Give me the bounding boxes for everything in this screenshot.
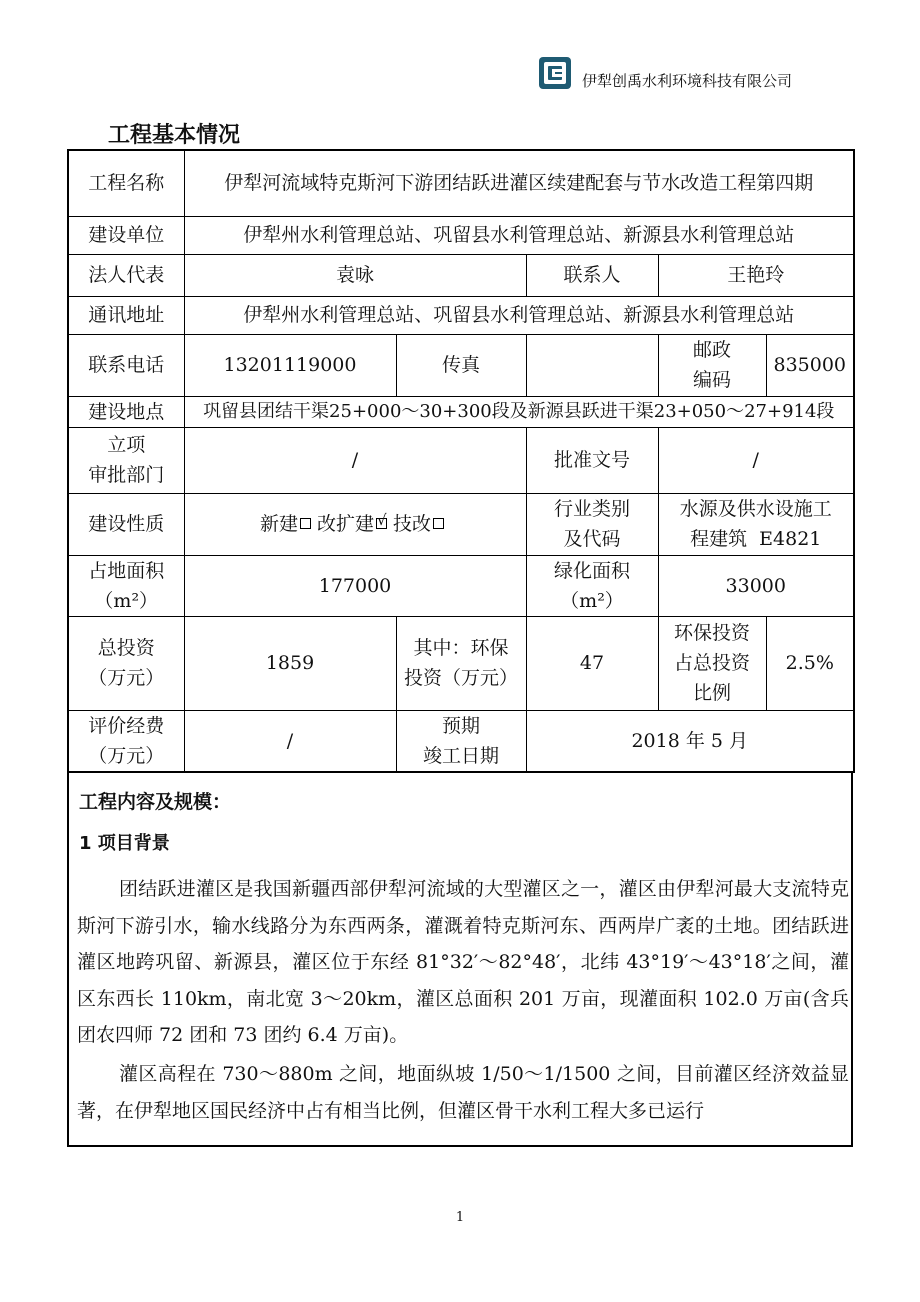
phone-value: 13201119000 bbox=[184, 334, 396, 396]
project-name-value: 伊犁河流域特克斯河下游团结跃进灌区续建配套与节水改造工程第四期 bbox=[184, 150, 854, 216]
postcode-value: 835000 bbox=[766, 334, 854, 396]
nature-new-label: 新建 bbox=[259, 513, 298, 535]
location-value: 巩留县团结干渠25+000～30+300段及新源县跃进干渠23+050～27+914段 bbox=[184, 396, 854, 427]
invest-label-line1: 总投资 bbox=[97, 637, 155, 659]
legal-rep-label: 法人代表 bbox=[68, 254, 184, 296]
address-label: 通讯地址 bbox=[68, 296, 184, 334]
row-location bbox=[68, 396, 854, 427]
completion-value: 2018 年 5 月 bbox=[526, 710, 854, 772]
invest-label-line2: （万元） bbox=[88, 667, 165, 689]
nature-tech-checkbox[interactable] bbox=[433, 518, 444, 529]
green-label-line2: （m²） bbox=[560, 589, 624, 612]
row-eval-fee bbox=[68, 710, 854, 772]
location-label: 建设地点 bbox=[68, 396, 184, 427]
section-heading: 1 项目背景 bbox=[79, 833, 170, 854]
contact-label: 联系人 bbox=[526, 254, 658, 296]
nature-tech-label: 技改 bbox=[393, 513, 432, 535]
page-title: 工程基本情况 bbox=[108, 123, 241, 148]
row-builder bbox=[68, 216, 854, 254]
eval-fee-label-line1: 评价经费 bbox=[88, 714, 165, 737]
env-invest-label-line2: 投资（万元） bbox=[403, 667, 518, 689]
env-ratio-label-line3: 比例 bbox=[692, 682, 731, 704]
builder-label: 建设单位 bbox=[68, 216, 184, 254]
green-value: 33000 bbox=[658, 555, 854, 616]
env-invest-label-line1: 其中：环保 bbox=[413, 637, 509, 659]
postcode-label-line1: 邮政 bbox=[692, 339, 731, 361]
industry-value-line2: 程建筑 E4821 bbox=[690, 528, 822, 550]
nature-new-checkbox[interactable] bbox=[300, 518, 311, 529]
env-invest-label bbox=[396, 616, 526, 710]
completion-label-line1: 预期 bbox=[441, 714, 480, 737]
approval-no-label: 批准文号 bbox=[526, 427, 658, 493]
postcode-label-line2: 编码 bbox=[692, 369, 731, 391]
row-approval bbox=[68, 427, 854, 493]
env-ratio-label-line1: 环保投资 bbox=[673, 622, 750, 644]
area-label-line2: （m²） bbox=[94, 589, 159, 612]
company-logo-icon bbox=[538, 56, 572, 90]
row-project-name bbox=[68, 150, 854, 216]
industry-label-line1: 行业类别 bbox=[553, 498, 630, 520]
invest-label bbox=[68, 616, 184, 710]
contact-value: 王艳玲 bbox=[658, 254, 854, 296]
area-label bbox=[68, 555, 184, 616]
fax-label: 传真 bbox=[396, 334, 526, 396]
green-label-line1: 绿化面积 bbox=[553, 559, 630, 582]
row-legal-rep bbox=[68, 254, 854, 296]
green-label bbox=[526, 555, 658, 616]
page-header bbox=[538, 56, 858, 92]
phone-label: 联系电话 bbox=[68, 334, 184, 396]
approval-no-value: / bbox=[658, 427, 854, 493]
legal-rep-value: 袁咏 bbox=[184, 254, 526, 296]
industry-value-line1: 水源及供水设施工 bbox=[679, 498, 832, 520]
nature-options bbox=[184, 493, 526, 555]
postcode-label bbox=[658, 334, 766, 396]
env-ratio-value: 2.5% bbox=[766, 616, 854, 710]
row-investment bbox=[68, 616, 854, 710]
industry-label-line2: 及代码 bbox=[563, 528, 621, 550]
row-nature bbox=[68, 493, 854, 555]
area-value: 177000 bbox=[184, 555, 526, 616]
industry-value bbox=[658, 493, 854, 555]
nature-label: 建设性质 bbox=[68, 493, 184, 555]
row-address bbox=[68, 296, 854, 334]
background-paragraph-1: 团结跃进灌区是我国新疆西部伊犁河流域的大型灌区之一，灌区由伊犁河最大支流特克斯河下游引水，输水线路分为东西两条，灌溉着特克斯河东、西两岸广袤的土地。团结跃进灌区地跨巩留、新源县，灌区位于东经 81°32′～82°48′，北纬 43°19′～43°18′之间，灌区东西长 110km，南北宽 3～20km，灌区总面积 201 万亩，现灌面积 102.0 万亩(含兵团农四师 72 团和 73 团约 6.4 万亩)。 bbox=[77, 878, 849, 1046]
fax-value bbox=[526, 334, 658, 396]
row-area bbox=[68, 555, 854, 616]
industry-label bbox=[526, 493, 658, 555]
eval-fee-label bbox=[68, 710, 184, 772]
nature-expand-checkbox[interactable] bbox=[376, 518, 387, 529]
eval-fee-value: / bbox=[184, 710, 396, 772]
eval-fee-label-line2: （万元） bbox=[88, 744, 165, 767]
env-ratio-label bbox=[658, 616, 766, 710]
page-number: 1 bbox=[455, 1210, 465, 1225]
builder-value: 伊犁州水利管理总站、巩留县水利管理总站、新源县水利管理总站 bbox=[184, 216, 854, 254]
env-invest-value: 47 bbox=[526, 616, 658, 710]
address-value: 伊犁州水利管理总站、巩留县水利管理总站、新源县水利管理总站 bbox=[184, 296, 854, 334]
completion-label-line2: 竣工日期 bbox=[422, 744, 499, 767]
content-heading: 工程内容及规模： bbox=[79, 791, 232, 813]
project-content-section bbox=[67, 771, 853, 1147]
nature-expand-label: 改扩建 bbox=[316, 513, 374, 535]
project-name-label: 工程名称 bbox=[68, 150, 184, 216]
invest-value: 1859 bbox=[184, 616, 396, 710]
area-label-line1: 占地面积 bbox=[88, 559, 165, 582]
approval-dept-label-line1: 立项 bbox=[107, 434, 146, 456]
env-ratio-label-line2: 占总投资 bbox=[673, 652, 750, 674]
project-info-table bbox=[67, 149, 855, 773]
approval-dept-value: / bbox=[184, 427, 526, 493]
company-name: 伊犁创禹水利环境科技有限公司 bbox=[582, 72, 793, 90]
approval-dept-label-line2: 审批部门 bbox=[88, 464, 165, 486]
approval-dept-label bbox=[68, 427, 184, 493]
background-paragraph-2: 灌区高程在 730～880m 之间，地面纵坡 1/50～1/1500 之间，目前灌区经济效益显著，在伊犁地区国民经济中占有相当比例，但灌区骨干水利工程大多已运行 bbox=[77, 1063, 849, 1122]
row-phone bbox=[68, 334, 854, 396]
completion-label bbox=[396, 710, 526, 772]
